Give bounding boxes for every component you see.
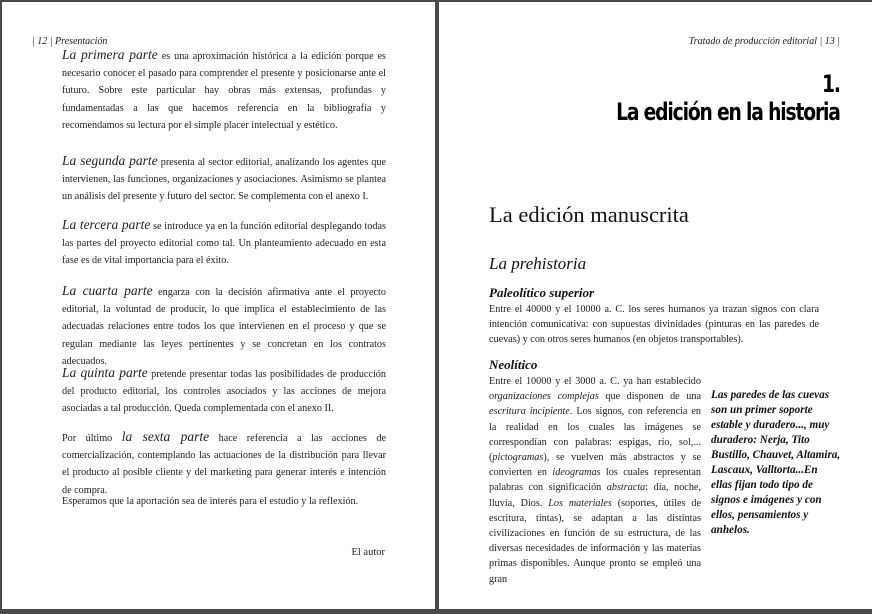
running-head-right: Tratado de producción editorial | 13 | <box>688 36 840 47</box>
heading-neolitico: Neolítico <box>489 357 538 372</box>
paragraph-closing: Esperamos que la aportación sea de interés para el estudio y la reflexión. <box>62 496 359 507</box>
paragraph-segunda-parte: La segunda parte presenta al sector editorial, analizando los agentes que intervienen, las funciones, organizaciones y asociaciones. Asimismo se plantea un análisis del presente y futuro del sector. Se complementa con el anexo I. <box>62 153 386 203</box>
running-head-left: | 12 | Presentación <box>32 36 108 47</box>
paragraph-tercera-parte: La tercera parte se introduce ya en la función editorial desplegando todas las partes del proyecto editorial como tal. Un planteamiento adecuado en esta fase es de vital importancia para el éxito. <box>62 217 386 267</box>
right-page <box>439 2 872 609</box>
lead-phrase: La cuarta parte <box>62 283 153 298</box>
paragraph-primera-parte: La primera parte es una aproximación histórica a la edición porque es necesario conocer el pasado para comprender el presente y posicionarse ante el futuro. Sobre este particular hay obras más extensas, profundas y fundamentadas a las que hacemos referencia en la bibliografía y recomendamos su lectura por el simple placer intelectual y estético. <box>62 47 386 131</box>
lead-phrase: La quinta parte <box>62 365 148 380</box>
paragraph-neolitico: Entre el 10000 y el 3000 a. C. ya han establecido organizaciones complejas que disponen de una escritura incipiente. Los signos, con referencia en la realidad en los cuales las imágenes se correspondían con palabras: espigas, río, sol,... (pictogramas), se vuelven más abstractos y se convierten en ideogramas los cuales representan palabras con significación abstracta: día, noche, lluvia, Dios. Los materiales (soportes, útiles de escritura, tintas), se adaptan a las distintas civilizaciones en función de su estructura, de las diversas necesidades de información y las materias primas disponibles. Aunque pronto se empleó una gran <box>489 376 701 585</box>
lead-phrase: La primera parte <box>62 47 158 62</box>
signature: El autor <box>351 547 385 558</box>
paragraph-quinta-parte: La quinta parte pretende presentar todas las posibilidades de producción del producto editorial, los controles asociados y las acciones de mejora asociadas a tal producción. Queda complementada con el anexo II. <box>62 365 386 415</box>
lead-phrase: la sexta parte <box>121 429 210 444</box>
subsection-title: La prehistoria <box>489 254 587 273</box>
paragraph-sexta-parte: Por último la sexta parte hace referencia a las acciones de comercialización, contemplando las actuaciones de la distribución para llevar el producto al posible cliente y del marketing para generar interés e intención de compra. <box>62 429 386 496</box>
lead-phrase: La tercera parte <box>62 217 151 232</box>
paragraph-paleolitico: Entre el 40000 y el 10000 a. C. los seres humanos ya trazan signos con clara intención comunicativa: con supuestas divinidades (pinturas en las paredes de cuevas) y con otros seres humanos (en objetos transportables). <box>489 304 819 346</box>
heading-paleolitico: Paleolítico superior <box>489 285 595 300</box>
left-page <box>2 2 435 609</box>
lead-phrase: La segunda parte <box>62 153 158 168</box>
paragraph-cuarta-parte: La cuarta parte engarza con la decisión afirmativa ante el proyecto editorial, la voluntad de producir, lo que implica el establecimiento de las adecuadas relaciones entre todos los que intervienen en el proceso y que se regulan mediante las leyes pertinentes y se concretan en los contratos adecuados. <box>62 283 386 367</box>
chapter-number: 1. <box>822 70 840 98</box>
section-title: La edición manuscrita <box>489 202 689 227</box>
chapter-title: La edición en la historia <box>616 98 840 126</box>
margin-note: Las paredes de las cuevas son un primer soporte estable y duradero..., muy duradero: Nerja, Tito Bustillo, Chauvet, Altamira, Lascaux, Valltorta...En ellas fijan todo tipo de signos e imágenes y con ellos, pensamientos y anhelos. <box>711 389 841 536</box>
